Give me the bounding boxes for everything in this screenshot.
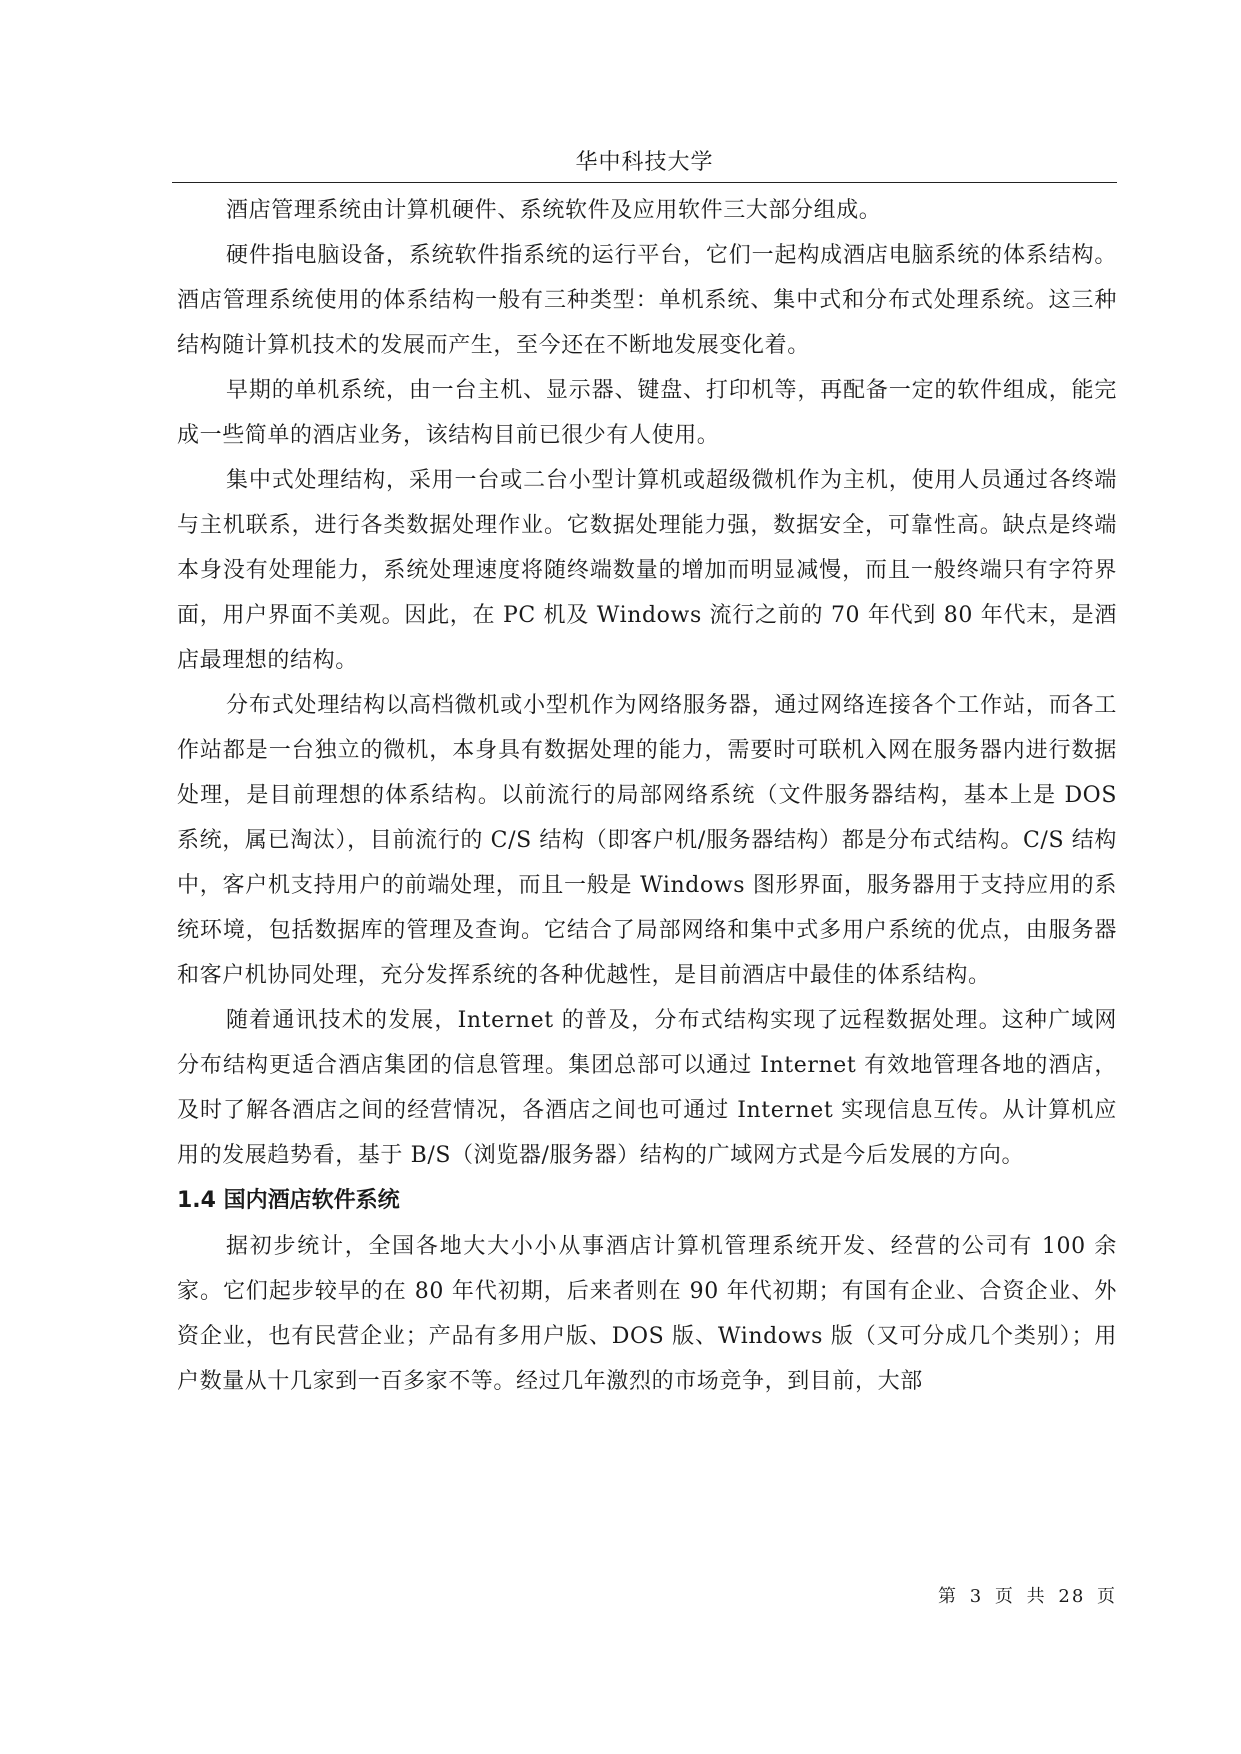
document-body xyxy=(177,188,1117,1404)
page-header xyxy=(172,146,1117,183)
body-paragraph: 酒店管理系统由计算机硬件、系统软件及应用软件三大部分组成。 xyxy=(226,198,882,223)
body-paragraph: 分布式处理结构以高档微机或小型机作为网络服务器，通过网络连接各个工作站，而各工作站都是一台独立的微机，本身具有数据处理的能力，需要时可联机入网在服务器内进行数据处理，是目前理想的体系结构。以前流行的局部网络系统（文件服务器结构，基本上是 DOS 系统，属已淘汰），目前流行的 C/S 结构（即客户机/服务器结构）都是分布式结构。C/S 结构中，客户机支持用户的前端处理，而且一般是 Windows 图形界面，服务器用于支持应用的系统环境，包括数据库的管理及查询。它结合了局部网络和集中式多用户系统的优点，由服务器和客户机协同处理，充分发挥系统的各种优越性，是目前酒店中最佳的体系结构。 xyxy=(177,693,1117,988)
body-paragraph: 集中式处理结构，采用一台或二台小型计算机或超级微机作为主机，使用人员通过各终端与主机联系，进行各类数据处理作业。它数据处理能力强，数据安全，可靠性高。缺点是终端本身没有处理能力，系统处理速度将随终端数量的增加而明显减慢，而且一般终端只有字符界面，用户界面不美观。因此，在 PC 机及 Windows 流行之前的 70 年代到 80 年代末，是酒店最理想的结构。 xyxy=(177,468,1117,673)
body-paragraph: 随着通讯技术的发展，Internet 的普及，分布式结构实现了远程数据处理。这种广域网分布结构更适合酒店集团的信息管理。集团总部可以通过 Internet 有效地管理各地的酒店，及时了解各酒店之间的经营情况，各酒店之间也可通过 Internet 实现信息互传。从计算机应用的发展趋势看，基于 B/S（浏览器/服务器）结构的广域网方式是今后发展的方向。 xyxy=(177,1008,1117,1168)
body-paragraph: 硬件指电脑设备，系统软件指系统的运行平台，它们一起构成酒店电脑系统的体系结构。酒店管理系统使用的体系结构一般有三种类型：单机系统、集中式和分布式处理系统。这三种结构随计算机技术的发展而产生，至今还在不断地发展变化着。 xyxy=(177,243,1117,358)
section-heading: 1.4 国内酒店软件系统 xyxy=(177,1188,400,1213)
university-title: 华中科技大学 xyxy=(575,150,714,175)
page-number: 第 3 页 共 28 页 xyxy=(938,1586,1117,1607)
body-paragraph: 据初步统计，全国各地大大小小从事酒店计算机管理系统开发、经营的公司有 100 余家。它们起步较早的在 80 年代初期，后来者则在 90 年代初期；有国有企业、合资企业、外资企业，也有民营企业；产品有多用户版、DOS 版、Windows 版（又可分成几个类别）；用户数量从十几家到一百多家不等。经过几年激烈的市场竞争，到目前，大部 xyxy=(177,1234,1117,1394)
body-paragraph: 早期的单机系统，由一台主机、显示器、键盘、打印机等，再配备一定的软件组成，能完成一些简单的酒店业务，该结构目前已很少有人使用。 xyxy=(177,378,1117,448)
